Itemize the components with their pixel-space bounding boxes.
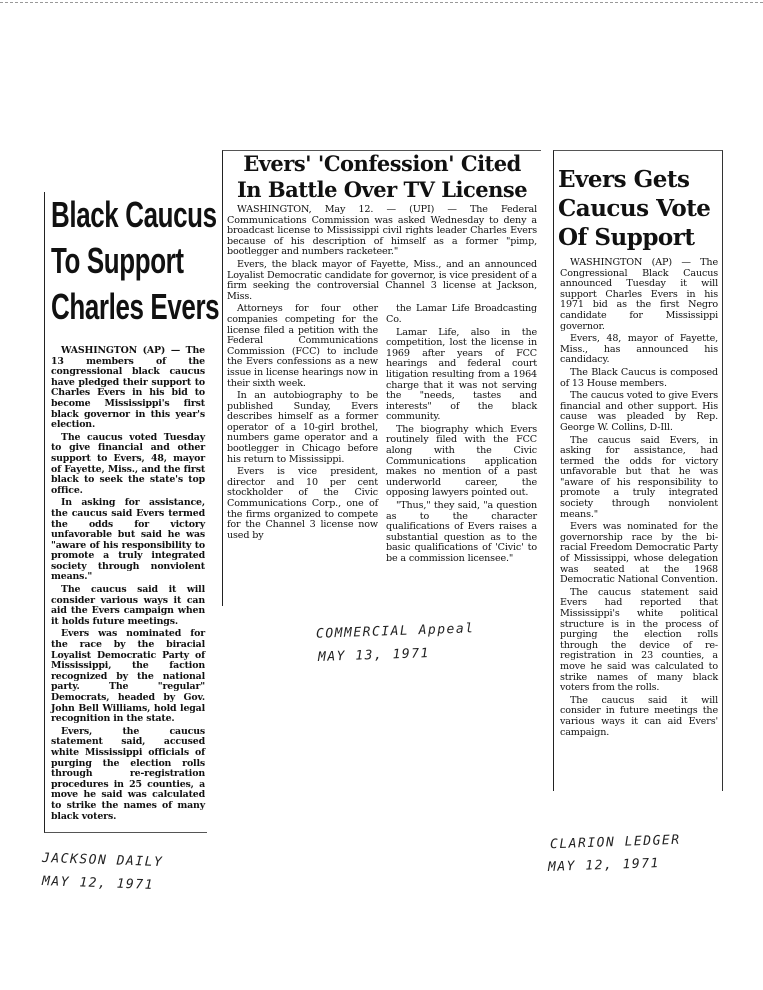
- handwritten-source-name: CLARION LEDGER: [549, 832, 681, 853]
- paragraph: the Lamar Life Broadcasting Co.: [386, 303, 537, 325]
- paragraph: Evers, 48, mayor of Fayette, Miss., has announced his candidacy.: [560, 333, 718, 366]
- headline-line: Evers' 'Confession' Cited: [243, 151, 521, 176]
- article-body: [45, 346, 207, 822]
- article-columns: [223, 304, 541, 566]
- paragraph: Evers was nominated for the governorship race by the bi-racial Freedom Democratic Party of Mississippi, whose delegation was seated at the 1968 Democratic National Convention.: [560, 521, 718, 586]
- article-lede: [223, 203, 541, 302]
- paragraph: The caucus voted to give Evers financial and other support. His cause was pleaded by Rep. George W. Collins, D-Ill.: [560, 390, 718, 433]
- paragraph: The Black Caucus is composed of 13 House members.: [560, 366, 718, 389]
- headline-line: Charles Evers: [51, 286, 220, 327]
- paragraph: Evers, the caucus statement said, accused white Mississippi officials of purging the election rolls through re-registration procedures in 25 counties, a move he said was calculated to strike the names of many black voters.: [51, 725, 205, 822]
- paragraph: "Thus," they said, "a question as to the character qualifications of Evers raises a substantial question as to the basic qualifications of 'Civic' to be a commission licensee.": [386, 500, 537, 564]
- paragraph: Lamar Life, also in the competition, lost the license in 1969 after years of FCC hearings and federal court litigation resulting from a 1964 charge that it was not serving the "needs, tastes and interests" of the black community.: [386, 326, 537, 423]
- paragraph: WASHINGTON, May 12. — (UPI) — The Federal Communications Commission was asked Wednesday to deny a broadcast license to Mississippi civil rights leader Charles Evers because of his description of himself as a former "pimp, bootlegger and numbers racketeer.": [227, 204, 537, 258]
- headline-line: Black Caucus: [51, 194, 217, 235]
- paragraph: The caucus said Evers, in asking for assistance, had termed the odds for victory unfavorable but that he was "aware of his responsibility to promote a truly integrated society through nonviolent means.": [560, 434, 718, 520]
- handwritten-source-date: MAY 12, 1971: [547, 856, 661, 875]
- paragraph: Evers was nominated for the race by the biracial Loyalist Democratic Party of Mississippi, the faction recognized by the national party. The "regular" Democrats, headed by Gov. John Bell Williams, hold legal recognition in the state.: [51, 628, 205, 725]
- article-column-2: [386, 304, 537, 566]
- article-body: [554, 258, 722, 738]
- clipping-commercial-appeal: [222, 150, 541, 606]
- headline: [223, 151, 541, 203]
- paragraph: The caucus said it will consider in future meetings the various ways it can aid Evers' campaign.: [560, 694, 718, 738]
- paragraph: The caucus voted Tuesday to give financial and other support to Evers, 48, mayor of Fayette, Miss., and the first black to seek the state's top office.: [51, 431, 205, 496]
- headline-line: Caucus Vote: [558, 195, 711, 222]
- headline: [45, 192, 220, 342]
- headline-line: To Support: [51, 240, 184, 281]
- paragraph: Evers, the black mayor of Fayette, Miss., and an announced Loyalist Democratic candidate for governor, is vice president of a firm seeking the controversial Channel 3 license at Jackson, Miss.: [227, 258, 537, 302]
- clipping-clarion-ledger: [553, 150, 723, 791]
- headline-line: Of Support: [558, 224, 695, 251]
- handwritten-source-name: JACKSON DAILY: [41, 850, 164, 871]
- paragraph: WASHINGTON (AP) — The Congressional Black Caucus announced Tuesday it will support Charles Evers in his 1971 bid as the first Negro candidate for Mississippi governor.: [560, 257, 718, 332]
- clipping-jackson-daily: [44, 192, 220, 833]
- paragraph: In an autobiography to be published Sunday, Evers describes himself as a former operator of a 10-girl brothel, numbers game operator and a bootlegger in Chicago before his return to Mississippi.: [227, 390, 378, 465]
- handwritten-source-date: MAY 13, 1971: [317, 646, 431, 665]
- paragraph: The caucus statement said Evers had reported that Mississippi's white political structure is in the process of purging the election rolls through the device of re-registration in 23 counties, a move he said was calculated to strike names of many black voters from the rolls.: [560, 586, 718, 694]
- headline-line: In Battle Over TV License: [236, 177, 528, 202]
- scan-edge: [0, 2, 763, 5]
- paragraph: The biography which Evers routinely filed with the FCC along with the Civic Communications application makes no mention of a past underworld career, the opposing lawyers pointed out.: [386, 423, 537, 499]
- headline: [558, 165, 722, 252]
- paragraph: The caucus said it will consider various ways it can aid the Evers campaign when it holds future meetings.: [51, 584, 205, 627]
- paragraph: Attorneys for four other companies competing for the license filed a petition with the Federal Communications Commission (FCC) to include the Evers confessions as a new issue in license hearings now in their sixth week.: [227, 303, 378, 389]
- paragraph: Evers is vice president, director and 10 per cent stockholder of the Civic Communications Corp., one of the firms organized to compete for the Channel 3 license now used by: [227, 466, 378, 541]
- paragraph: In asking for assistance, the caucus said Evers termed the odds for victory unfavorable but said he was "aware of his responsibility to promote a truly integrated society through nonviolent means.": [51, 497, 205, 583]
- handwritten-source-date: MAY 12, 1971: [41, 874, 155, 893]
- handwritten-source-name: COMMERCIAL Appeal: [315, 621, 475, 642]
- article-column-1: [227, 304, 378, 566]
- paragraph: WASHINGTON (AP) — The 13 members of the congressional black caucus have pledged their support to Charles Evers in his bid to become Mississippi's first black governor in this year's election.: [51, 345, 205, 431]
- headline-line: Evers Gets: [558, 166, 690, 193]
